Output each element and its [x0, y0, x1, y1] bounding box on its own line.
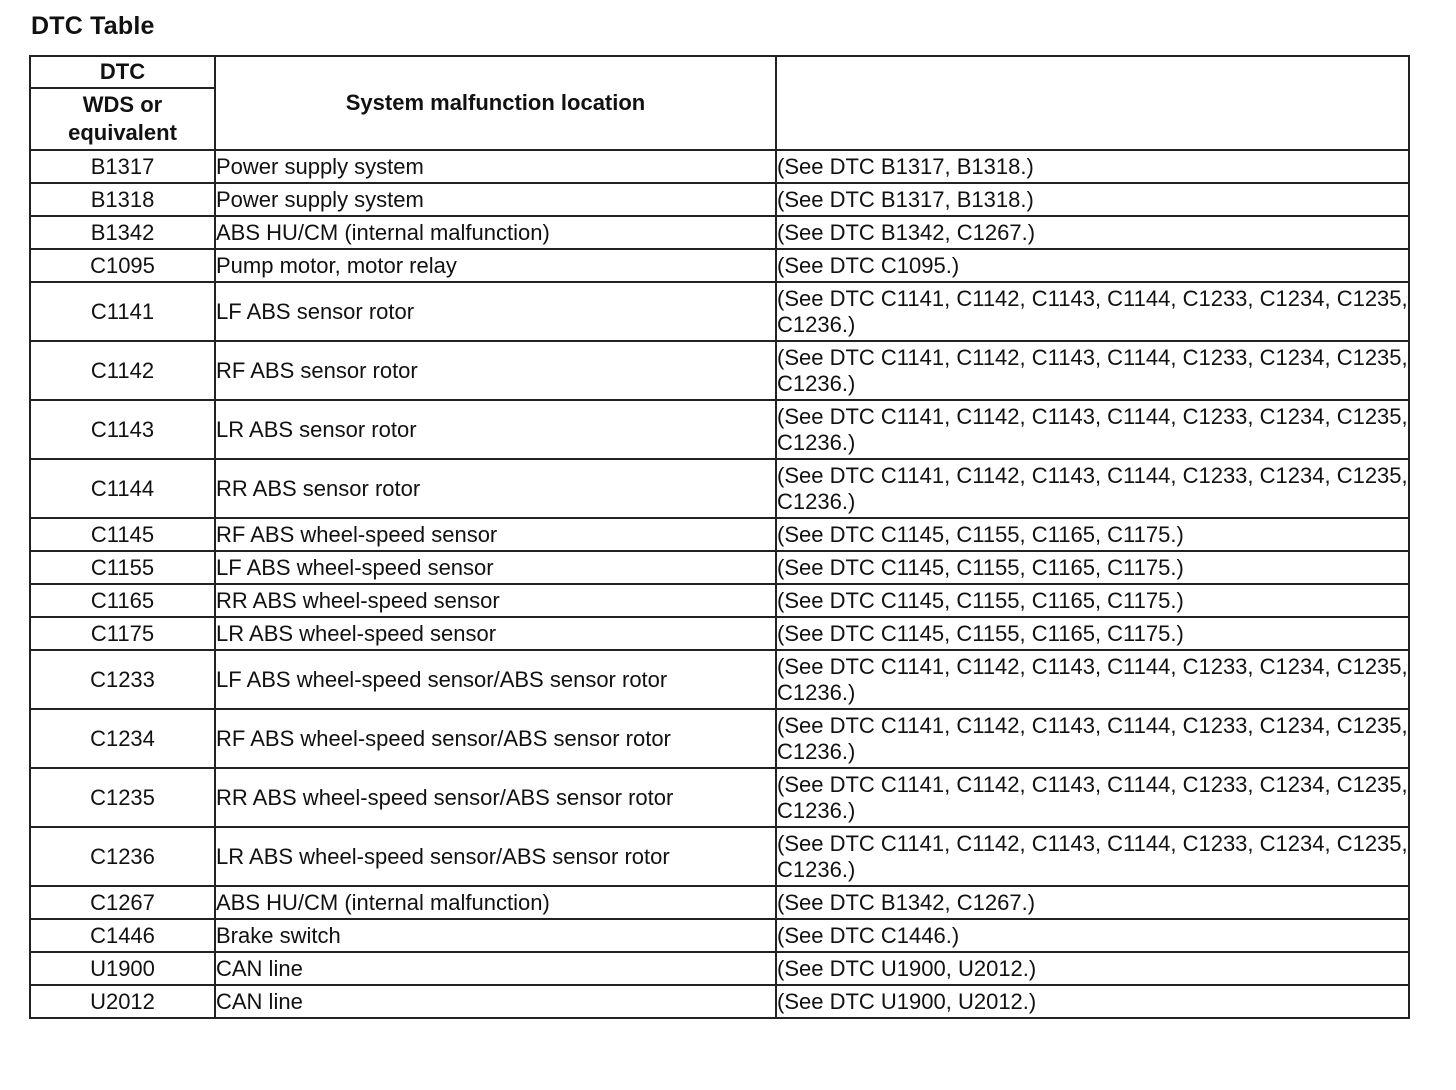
table-row: [30, 952, 1409, 985]
header-location: System malfunction location: [215, 56, 776, 150]
dtc-reference: (See DTC C1141, C1142, C1143, C1144, C1233, C1234, C1235, C1236.): [776, 709, 1409, 768]
malfunction-location: LR ABS wheel-speed sensor/ABS sensor rotor: [215, 827, 776, 886]
dtc-reference: (See DTC B1342, C1267.): [776, 216, 1409, 249]
malfunction-location: RF ABS wheel-speed sensor/ABS sensor rotor: [215, 709, 776, 768]
dtc-code: B1342: [30, 216, 215, 249]
dtc-code: C1446: [30, 919, 215, 952]
dtc-reference: (See DTC C1145, C1155, C1165, C1175.): [776, 551, 1409, 584]
malfunction-location: Brake switch: [215, 919, 776, 952]
dtc-code: C1235: [30, 768, 215, 827]
table-row: [30, 150, 1409, 183]
malfunction-location: RR ABS wheel-speed sensor: [215, 584, 776, 617]
dtc-code: C1267: [30, 886, 215, 919]
dtc-code: B1317: [30, 150, 215, 183]
table-row: [30, 886, 1409, 919]
dtc-table: [29, 55, 1410, 1019]
dtc-code: U1900: [30, 952, 215, 985]
malfunction-location: CAN line: [215, 985, 776, 1018]
dtc-reference: (See DTC C1141, C1142, C1143, C1144, C1233, C1234, C1235, C1236.): [776, 341, 1409, 400]
header-dtc: DTC: [30, 56, 215, 88]
dtc-reference: (See DTC C1145, C1155, C1165, C1175.): [776, 617, 1409, 650]
dtc-code: C1165: [30, 584, 215, 617]
dtc-code: C1234: [30, 709, 215, 768]
table-row: [30, 216, 1409, 249]
dtc-code: C1145: [30, 518, 215, 551]
dtc-code: C1142: [30, 341, 215, 400]
dtc-reference: (See DTC C1145, C1155, C1165, C1175.): [776, 518, 1409, 551]
header-wds: WDS or equivalent: [30, 88, 215, 150]
table-row: [30, 183, 1409, 216]
table-body: [30, 150, 1409, 1018]
dtc-reference: (See DTC C1446.): [776, 919, 1409, 952]
dtc-reference: (See DTC B1342, C1267.): [776, 886, 1409, 919]
dtc-code: C1143: [30, 400, 215, 459]
dtc-reference: (See DTC C1141, C1142, C1143, C1144, C1233, C1234, C1235, C1236.): [776, 768, 1409, 827]
table-row: [30, 459, 1409, 518]
dtc-code: B1318: [30, 183, 215, 216]
table-row: [30, 551, 1409, 584]
dtc-code: C1175: [30, 617, 215, 650]
dtc-reference: (See DTC C1095.): [776, 249, 1409, 282]
table-row: [30, 249, 1409, 282]
malfunction-location: ABS HU/CM (internal malfunction): [215, 216, 776, 249]
table-row: [30, 709, 1409, 768]
dtc-reference: (See DTC C1141, C1142, C1143, C1144, C1233, C1234, C1235, C1236.): [776, 282, 1409, 341]
table-row: [30, 282, 1409, 341]
table-row: [30, 617, 1409, 650]
table-row: [30, 584, 1409, 617]
dtc-reference: (See DTC U1900, U2012.): [776, 985, 1409, 1018]
malfunction-location: ABS HU/CM (internal malfunction): [215, 886, 776, 919]
dtc-reference: (See DTC C1145, C1155, C1165, C1175.): [776, 584, 1409, 617]
malfunction-location: CAN line: [215, 952, 776, 985]
dtc-code: C1144: [30, 459, 215, 518]
malfunction-location: Power supply system: [215, 183, 776, 216]
dtc-code: C1233: [30, 650, 215, 709]
malfunction-location: LF ABS wheel-speed sensor/ABS sensor rotor: [215, 650, 776, 709]
malfunction-location: RF ABS wheel-speed sensor: [215, 518, 776, 551]
dtc-code: C1155: [30, 551, 215, 584]
dtc-reference: (See DTC C1141, C1142, C1143, C1144, C1233, C1234, C1235, C1236.): [776, 459, 1409, 518]
malfunction-location: LR ABS sensor rotor: [215, 400, 776, 459]
malfunction-location: Pump motor, motor relay: [215, 249, 776, 282]
header-reference: [776, 56, 1409, 150]
dtc-code: C1141: [30, 282, 215, 341]
page-title: DTC Table: [31, 12, 155, 40]
dtc-code: U2012: [30, 985, 215, 1018]
malfunction-location: RF ABS sensor rotor: [215, 341, 776, 400]
malfunction-location: RR ABS sensor rotor: [215, 459, 776, 518]
table-row: [30, 768, 1409, 827]
malfunction-location: RR ABS wheel-speed sensor/ABS sensor rotor: [215, 768, 776, 827]
table-row: [30, 985, 1409, 1018]
dtc-reference: (See DTC C1141, C1142, C1143, C1144, C1233, C1234, C1235, C1236.): [776, 400, 1409, 459]
table-row: [30, 650, 1409, 709]
dtc-code: C1236: [30, 827, 215, 886]
malfunction-location: LF ABS wheel-speed sensor: [215, 551, 776, 584]
malfunction-location: LF ABS sensor rotor: [215, 282, 776, 341]
malfunction-location: LR ABS wheel-speed sensor: [215, 617, 776, 650]
table-header: [30, 56, 1409, 150]
table-row: [30, 400, 1409, 459]
malfunction-location: Power supply system: [215, 150, 776, 183]
table-row: [30, 919, 1409, 952]
dtc-reference: (See DTC B1317, B1318.): [776, 183, 1409, 216]
dtc-reference: (See DTC C1141, C1142, C1143, C1144, C1233, C1234, C1235, C1236.): [776, 827, 1409, 886]
dtc-reference: (See DTC U1900, U2012.): [776, 952, 1409, 985]
table-row: [30, 518, 1409, 551]
table-row: [30, 827, 1409, 886]
dtc-code: C1095: [30, 249, 215, 282]
table-row: [30, 341, 1409, 400]
dtc-reference: (See DTC C1141, C1142, C1143, C1144, C1233, C1234, C1235, C1236.): [776, 650, 1409, 709]
dtc-reference: (See DTC B1317, B1318.): [776, 150, 1409, 183]
